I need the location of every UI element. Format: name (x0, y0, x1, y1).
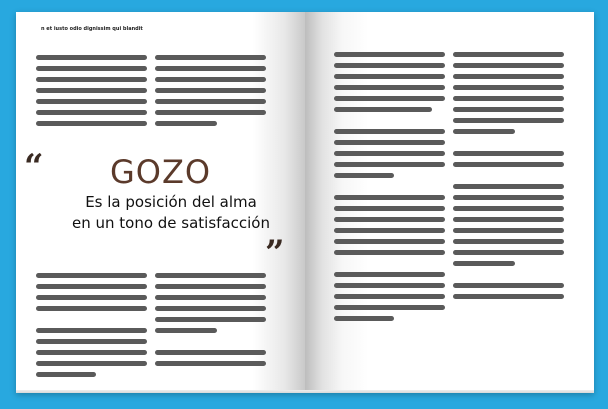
text-line-placeholder (36, 273, 147, 278)
text-line-placeholder (36, 121, 147, 126)
pull-quote-title: GOZO (109, 153, 212, 191)
text-line-placeholder (36, 99, 147, 104)
text-line-placeholder (155, 88, 266, 93)
text-line-placeholder (36, 284, 147, 289)
text-line-placeholder (334, 272, 445, 277)
magazine-spread (16, 12, 594, 393)
text-line-placeholder (334, 239, 445, 244)
text-line-placeholder (334, 74, 445, 79)
text-line-placeholder (453, 217, 564, 222)
text-line-placeholder (334, 228, 445, 233)
text-line-placeholder (36, 77, 147, 82)
open-quote-mark: “ (24, 147, 44, 187)
text-line-placeholder (453, 162, 564, 167)
text-line-placeholder (334, 294, 445, 299)
text-line-placeholder (155, 328, 217, 333)
text-line-placeholder (155, 66, 266, 71)
text-line-placeholder (155, 284, 266, 289)
text-line-placeholder (334, 107, 432, 112)
text-line-placeholder (453, 206, 564, 211)
text-line-placeholder (453, 228, 564, 233)
text-line-placeholder (453, 184, 564, 189)
text-line-placeholder (453, 107, 564, 112)
text-line-placeholder (155, 55, 266, 60)
text-line-placeholder (36, 361, 147, 366)
text-line-placeholder (453, 239, 564, 244)
text-line-placeholder (155, 317, 266, 322)
text-line-placeholder (334, 63, 445, 68)
left-top-column-2 (155, 55, 266, 132)
text-line-placeholder (36, 110, 147, 115)
left-page (16, 12, 305, 393)
text-line-placeholder (155, 306, 266, 311)
text-line-placeholder (36, 372, 96, 377)
text-line-placeholder (334, 195, 445, 200)
text-line-placeholder (453, 195, 564, 200)
text-line-placeholder (36, 295, 147, 300)
text-line-placeholder (334, 316, 394, 321)
text-line-placeholder (453, 261, 515, 266)
text-line-placeholder (36, 339, 147, 344)
right-page (305, 12, 594, 393)
text-line-placeholder (36, 306, 147, 311)
pull-quote-text (36, 192, 306, 234)
text-line-placeholder (334, 305, 445, 310)
text-line-placeholder (453, 294, 564, 299)
page-bottom-edge (16, 390, 594, 393)
close-quote-mark: ” (265, 233, 285, 273)
text-line-placeholder (334, 140, 445, 145)
text-line-placeholder (36, 55, 147, 60)
running-header: n et iusto odio dignissim qui blandit (41, 26, 143, 32)
text-line-placeholder (453, 96, 564, 101)
text-line-placeholder (453, 63, 564, 68)
text-line-placeholder (453, 118, 564, 123)
text-line-placeholder (453, 151, 564, 156)
text-line-placeholder (334, 217, 445, 222)
text-line-placeholder (453, 283, 564, 288)
left-bottom-column-2 (155, 273, 266, 372)
text-line-placeholder (334, 52, 445, 57)
text-line-placeholder (155, 99, 266, 104)
left-top-column-1 (36, 55, 147, 132)
text-line-placeholder (155, 361, 266, 366)
text-line-placeholder (334, 129, 445, 134)
text-line-placeholder (453, 250, 564, 255)
text-line-placeholder (36, 88, 147, 93)
text-line-placeholder (36, 328, 147, 333)
pull-quote-line-2: en un tono de satisfacción (71, 214, 270, 232)
text-line-placeholder (334, 206, 445, 211)
text-line-placeholder (155, 110, 266, 115)
text-line-placeholder (334, 162, 445, 167)
text-line-placeholder (453, 85, 564, 90)
right-column-1 (334, 52, 445, 327)
text-line-placeholder (155, 121, 217, 126)
text-line-placeholder (453, 129, 515, 134)
text-line-placeholder (155, 273, 266, 278)
pull-quote-line-1: Es la posición del alma (85, 193, 257, 211)
text-line-placeholder (36, 66, 147, 71)
text-line-placeholder (155, 295, 266, 300)
text-line-placeholder (334, 96, 445, 101)
text-line-placeholder (155, 350, 266, 355)
left-bottom-column-1 (36, 273, 147, 383)
text-line-placeholder (453, 74, 564, 79)
text-line-placeholder (453, 52, 564, 57)
text-line-placeholder (334, 283, 445, 288)
text-line-placeholder (334, 85, 445, 90)
text-line-placeholder (334, 173, 394, 178)
text-line-placeholder (334, 250, 445, 255)
text-line-placeholder (155, 77, 266, 82)
text-line-placeholder (334, 151, 445, 156)
right-column-2 (453, 52, 564, 305)
text-line-placeholder (36, 350, 147, 355)
